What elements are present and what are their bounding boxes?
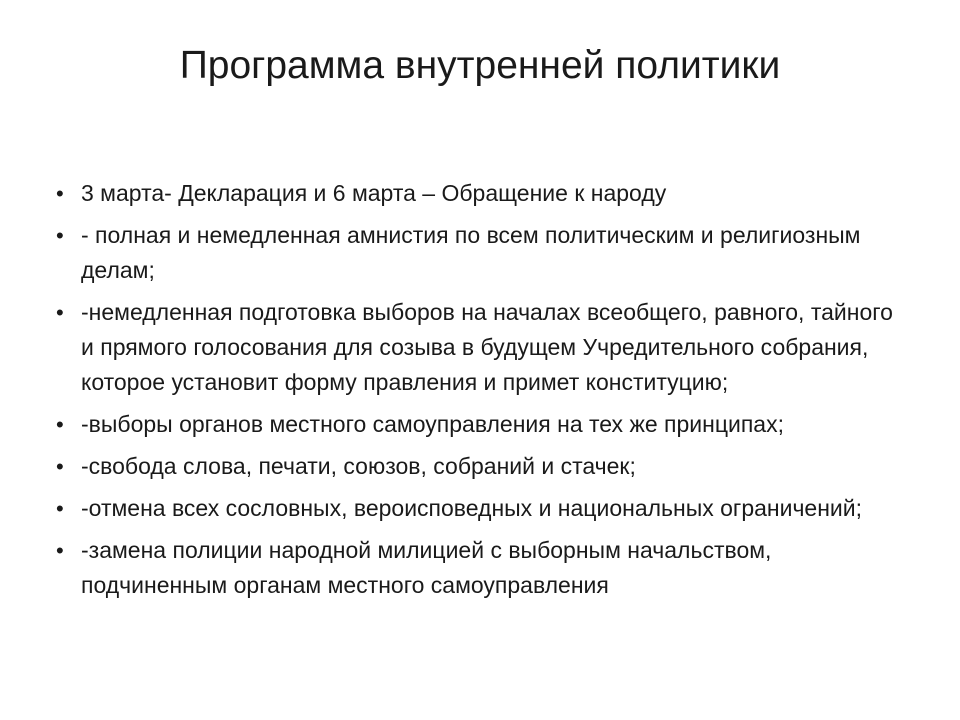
bullet-icon: • [56,412,64,437]
list-item [56,218,896,288]
bullet-text: - полная и немедленная амнистия по всем политическим и религиозным делам; [81,222,861,283]
bullet-list [56,176,896,610]
bullet-text: -замена полиции народной милицией с выборным начальством, подчиненным органам местного самоуправления [81,537,772,598]
bullet-icon: • [56,538,64,563]
bullet-icon: • [56,454,64,479]
bullet-text: -немедленная подготовка выборов на началах всеобщего, равного, тайного и прямого голосования для созыва в будущем Учредительного собрания, которое установит форму правления и примет конституцию; [81,299,893,395]
list-item [56,449,896,484]
list-item [56,407,896,442]
slide-title: Программа внутренней политики [179,44,781,87]
list-item [56,295,896,400]
bullet-text: -свобода слова, печати, союзов, собраний и стачек; [81,453,636,479]
list-item [56,176,896,211]
bullet-text: 3 марта- Декларация и 6 марта – Обращение к народу [81,180,667,206]
bullet-text: -отмена всех сословных, вероисповедных и национальных ограничений; [81,495,863,521]
list-item [56,491,896,526]
bullet-text: -выборы органов местного самоуправления на тех же принципах; [81,411,784,437]
bullet-icon: • [56,496,64,521]
bullet-icon: • [56,181,64,206]
list-item [56,533,896,603]
bullet-icon: • [56,300,64,325]
bullet-icon: • [56,223,64,248]
